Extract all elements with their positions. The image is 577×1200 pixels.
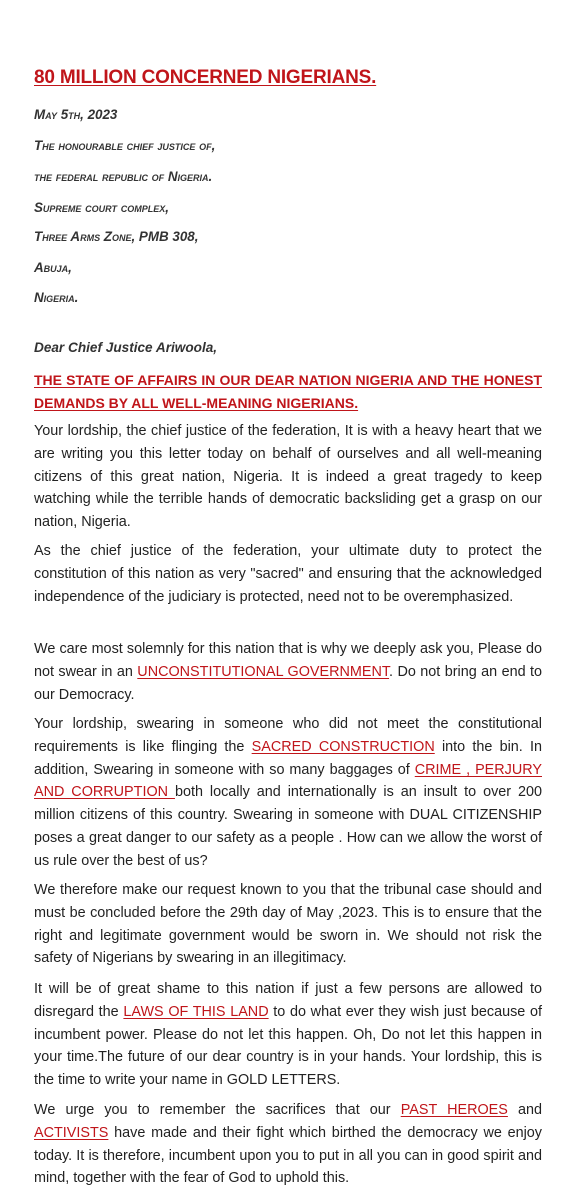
paragraph-6-text-end: to do what ever they wish just because of incumbent power. Please do not let this happen. Oh, Do not let this happen in your time.The future of our dear country is in your hands. Your lordship, this is the time to write your name in GOLD LETTERS. — [34, 1003, 543, 1089]
recipient-line-2: the federal republic of Nigeria. — [34, 169, 213, 184]
highlight-crime-perjury-corruption: CRIME , PERJURY AND CORRUPTION — [34, 761, 542, 801]
paragraph-3 — [34, 638, 542, 706]
paragraph-4-text: Your lordship, swearing in someone who did not meet the constitutional requirements is like flinging the — [34, 716, 542, 755]
paragraph-2: As the chief justice of the federation, your ultimate duty to protect the constitution of this nation as very "sacred" and ensuring that the acknowledged independence of the judiciary is protected, need not to be overemphasized. — [34, 543, 542, 605]
paragraph-7-text-end: have made and their fight which birthed the democracy we enjoy today. It is therefore, incumbent upon you to put in all you can in good spirit and mind, together with the fear of God to uphold this. — [34, 1124, 542, 1187]
recipient-line-4: Three Arms Zone, PMB 308, — [34, 229, 199, 244]
paragraph-3-text-end: . Do not bring an end to our Democracy. — [34, 663, 543, 703]
recipient-line-1: The honourable chief justice of, — [34, 138, 216, 153]
paragraph-6-text: It will be of great shame to this nation if just a few persons are allowed to disregard the — [34, 981, 542, 1020]
paragraph-7 — [34, 1099, 542, 1190]
highlight-activists: ACTIVISTS — [34, 1124, 109, 1141]
paragraph-1: Your lordship, the chief justice of the federation, It is with a heavy heart that we are writing you this letter today on behalf of ourselves and all well-meaning citizens of this great nation, Nigeria. It is indeed a great tragedy to keep watching while the terrible hands of democratic backsliding get a grasp on our nation, Nigeria. — [34, 423, 542, 531]
recipient-line-5: Abuja, — [34, 260, 72, 275]
highlight-sacred-construction: SACRED CONSTRUCTION — [251, 738, 435, 755]
paragraph-7-text: We urge you to remember the sacrifices that our — [34, 1102, 401, 1118]
salutation: Dear Chief Justice Ariwoola, — [34, 340, 218, 355]
highlight-unconstitutional-government: UNCONSTITUTIONAL GOVERNMENT — [137, 663, 390, 680]
highlight-laws-of-this-land: LAWS OF THIS LAND — [123, 1003, 269, 1020]
paragraph-7-text-mid: and — [507, 1102, 542, 1118]
paragraph-6 — [34, 978, 542, 1092]
paragraph-5: We therefore make our request known to you that the tribunal case should and must be concluded before the 29th day of May ,2023. This is to ensure that the right and legitimate government would be sworn in. We should not risk the safety of Nigerians by swearing in an illegitimacy. — [34, 882, 542, 967]
paragraph-3-text: We care most solemnly for this nation that is why we deeply ask you, Please do not swear in an — [34, 641, 542, 680]
recipient-line-6: Nigeria. — [34, 290, 79, 305]
highlight-past-heroes: PAST HEROES — [400, 1102, 508, 1118]
letter-subject: THE STATE OF AFFAIRS IN OUR DEAR NATION NIGERIA AND THE HONEST DEMANDS BY ALL WELL-MEANING NIGERIANS. — [34, 372, 542, 411]
paragraph-4-text-end: both locally and internationally is an insult to over 200 million citizens of this country. Swearing in someone with DUAL CITIZENSHIP poses a great danger to our safety as a people . How can we allow the worst of us rule over the best of us? — [34, 784, 542, 869]
recipient-line-3: Supreme court complex, — [34, 200, 169, 215]
letter-heading: 80 MILLION CONCERNED NIGERIANS. — [34, 67, 377, 88]
letter-date: May 5th, 2023 — [34, 107, 118, 122]
paragraph-4-text-mid: into the bin. In addition, Swearing in someone with so many baggages of — [34, 738, 543, 778]
paragraph-4 — [34, 713, 542, 873]
